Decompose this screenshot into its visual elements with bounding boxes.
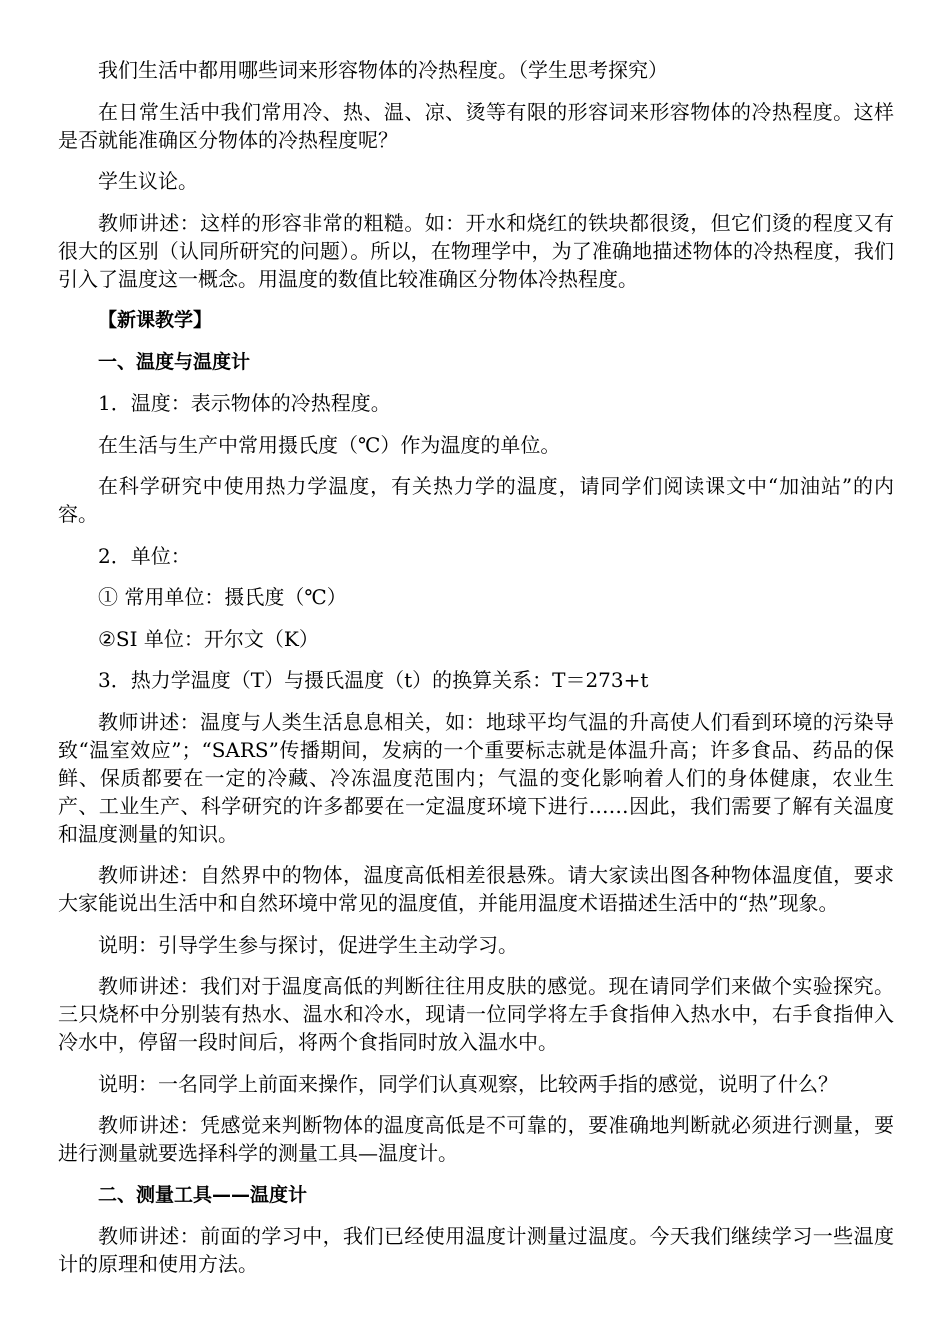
para-teacher-experiment: 教师讲述：我们对于温度高低的判断往往用皮肤的感觉。现在请同学们来做个实验探究。三只烧杯中分别装有热水、温水和冷水，现请一位同学将左手食指伸入热水中，右手食指伸入冷水中，停留一段时间后，将两个食指同时放入温水中。: [58, 974, 894, 1054]
para-def-temperature: 1．温度：表示物体的冷热程度。: [98, 391, 391, 415]
para-question: 我们生活中都用哪些词来形容物体的冷热程度。（学生思考探究）: [98, 58, 668, 82]
heading-new-lesson: 【新课教学】: [98, 309, 213, 331]
para-celsius-unit: 在生活与生产中常用摄氏度（℃）作为温度的单位。: [98, 432, 561, 457]
para-note-guide: 说明：引导学生参与探讨，促进学生主动学习。: [98, 932, 518, 957]
para-teacher-life: 教师讲述：温度与人类生活息息相关，如：地球平均气温的升高使人们看到环境的污染导致“温室效应”；“SARS”传播期间，发病的一个重要标志就是体温升高；许多食品、药品的保鲜、保质都要在一定的冷藏、冷冻温度范围内；气温的变化影响着人们的身体健康，农业生产、工业生产、科学研究的许多都要在一定温度环境下进行……因此，我们需要了解有关温度和温度测量的知识。: [58, 709, 894, 846]
para-thermodynamic: 在科学研究中使用热力学温度，有关热力学的温度，请同学们阅读课文中“加油站”的内容。: [58, 474, 894, 526]
heading-section-2: 二、测量工具——温度计: [98, 1183, 308, 1206]
para-teacher-nature: 教师讲述：自然界中的物体，温度高低相差很悬殊。请大家读出图各种物体温度值，要求大家能说出生活中和自然环境中常见的温度值，并能用温度术语描述生活中的“热”现象。: [58, 863, 894, 915]
para-unit-si: ②SI 单位：开尔文（K）: [98, 626, 319, 651]
para-teacher-thermometer: 教师讲述：前面的学习中，我们已经使用温度计测量过温度。今天我们继续学习一些温度计的原理和使用方法。: [58, 1224, 894, 1276]
document-page: [58, 56, 894, 1292]
heading-section-1: 一、温度与温度计: [98, 350, 251, 373]
para-student-discuss: 学生议论。: [98, 169, 198, 193]
para-conversion: 3．热力学温度（T）与摄氏温度（t）的换算关系：T＝273+t: [98, 668, 649, 692]
para-unit-common: ① 常用单位：摄氏度（℃）: [98, 585, 347, 609]
para-teacher-rough: 教师讲述：这样的形容非常的粗糙。如：开水和烧红的铁块都很烫，但它们烫的程度又有很大的区别（认同所研究的问题）。所以，在物理学中，为了准确地描述物体的冷热程度，我们引入了温度这一概念。用温度的数值比较准确区分物体冷热程度。: [58, 210, 894, 291]
para-teacher-measure: 教师讲述：凭感觉来判断物体的温度高低是不可靠的，要准确地判断就必须进行测量，要进行测量就要选择科学的测量工具—温度计。: [58, 1113, 894, 1165]
para-daily-words: 在日常生活中我们常用冷、热、温、凉、烫等有限的形容词来形容物体的冷热程度。这样是否就能准确区分物体的冷热程度呢？: [58, 99, 894, 152]
para-note-observe: 说明：一名同学上前面来操作，同学们认真观察，比较两手指的感觉，说明了什么？: [98, 1071, 838, 1096]
para-unit-title: 2．单位：: [98, 543, 191, 568]
